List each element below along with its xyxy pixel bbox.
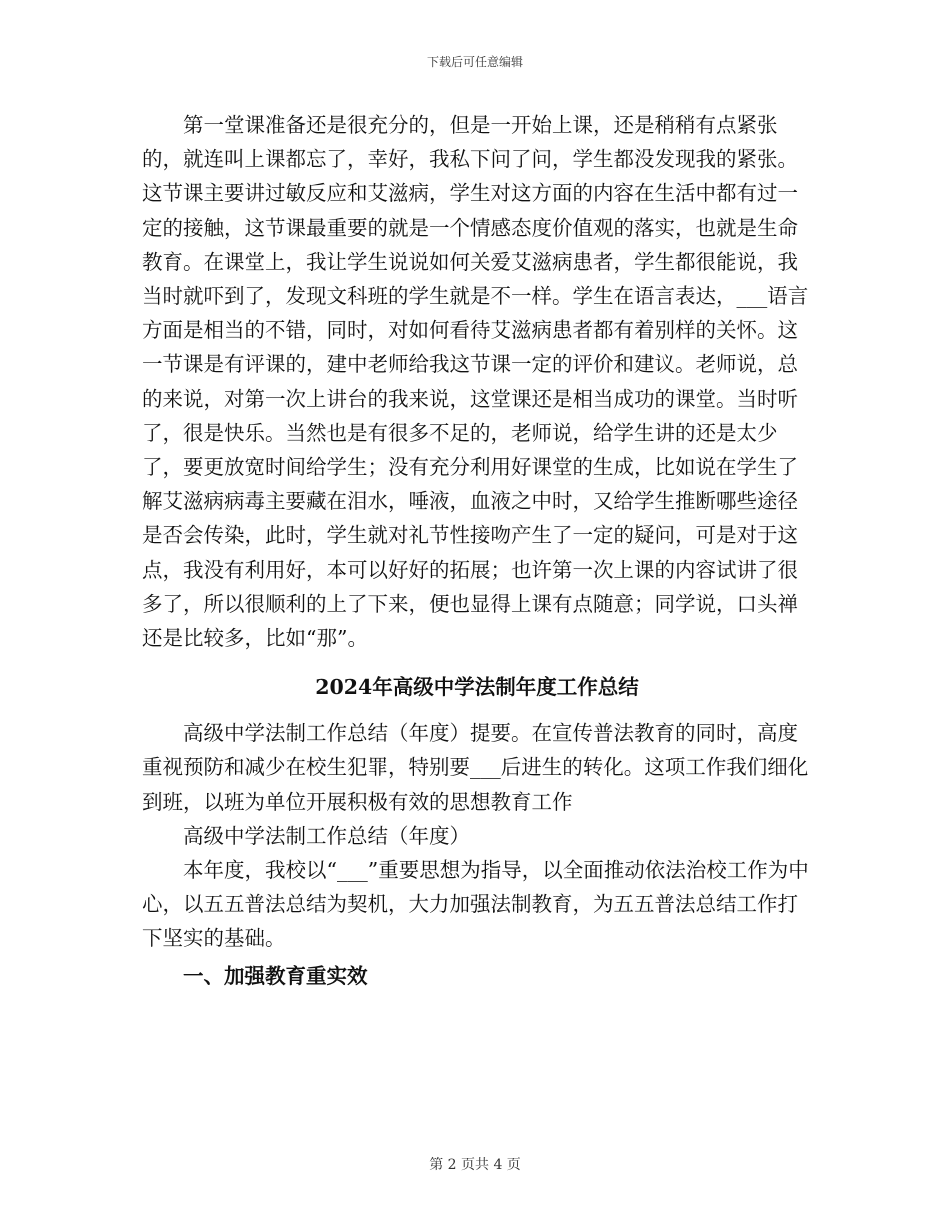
page-number: 第 2 页共 4 页	[429, 1157, 521, 1173]
paragraph-summary-abstract: 高级中学法制工作总结（年度）提要。在宣传普法教育的同时，高度重视预防和减少在校生犯罪，特别要___后进生的转化。这项工作我们细化到班，以班为单位开展积极有效的思想教育工作	[142, 721, 809, 814]
paragraph-annual-intro: 本年度，我校以“___”重要思想为指导，以全面推动依法治校工作为中心，以五五普法总结为契机，大力加强法制教育，为五五普法总结工作打下坚实的基础。	[142, 858, 809, 951]
page-header: 下载后可任意编辑	[426, 55, 523, 69]
section-heading-1: 一、加强教育重实效	[183, 963, 368, 988]
paragraph-summary-subtitle: 高级中学法制工作总结（年度）	[183, 823, 470, 848]
paragraph-lesson-reflection: 第一堂课准备还是很充分的，但是一开始上课，还是稍稍有点紧张的，就连叫上课都忘了，幸好，我私下问了问，学生都没发现我的紧张。这节课主要讲过敏反应和艾滋病，学生对这方面的内容在生活中都有过一定的接触，这节课最重要的就是一个情感态度价值观的落实，也就是生命教育。在课堂上，我让学生说说如何关爱艾滋病患者，学生都很能说，我当时就吓到了，发现文科班的学生就是不一样。学生在语言表达，___语言方面是相当的不错，同时，对如何看待艾滋病患者都有着别样的关怀。这一节课是有评课的，建中老师给我这节课一定的评价和建议。老师说，总的来说，对第一次上讲台的我来说，这堂课还是相当成功的课堂。当时听了，很是快乐。当然也是有很多不足的，老师说，给学生讲的还是太少了，要更放宽时间给学生；没有充分利用好课堂的生成，比如说在学生了解艾滋病病毒主要藏在泪水，唾液，血液之中时，又给学生推断哪些途径是否会传染，此时，学生就对礼节性接吻产生了一定的疑问，可是对于这点，我没有利用好，本可以好好的拓展；也许第一次上课的内容试讲了很多了，所以很顺利的上了下来，便也显得上课有点随意；同学说，口头禅还是比较多，比如“那”。	[142, 113, 809, 651]
document-body	[142, 108, 812, 993]
document-title: 2024年高级中学法制年度工作总结	[315, 675, 639, 700]
